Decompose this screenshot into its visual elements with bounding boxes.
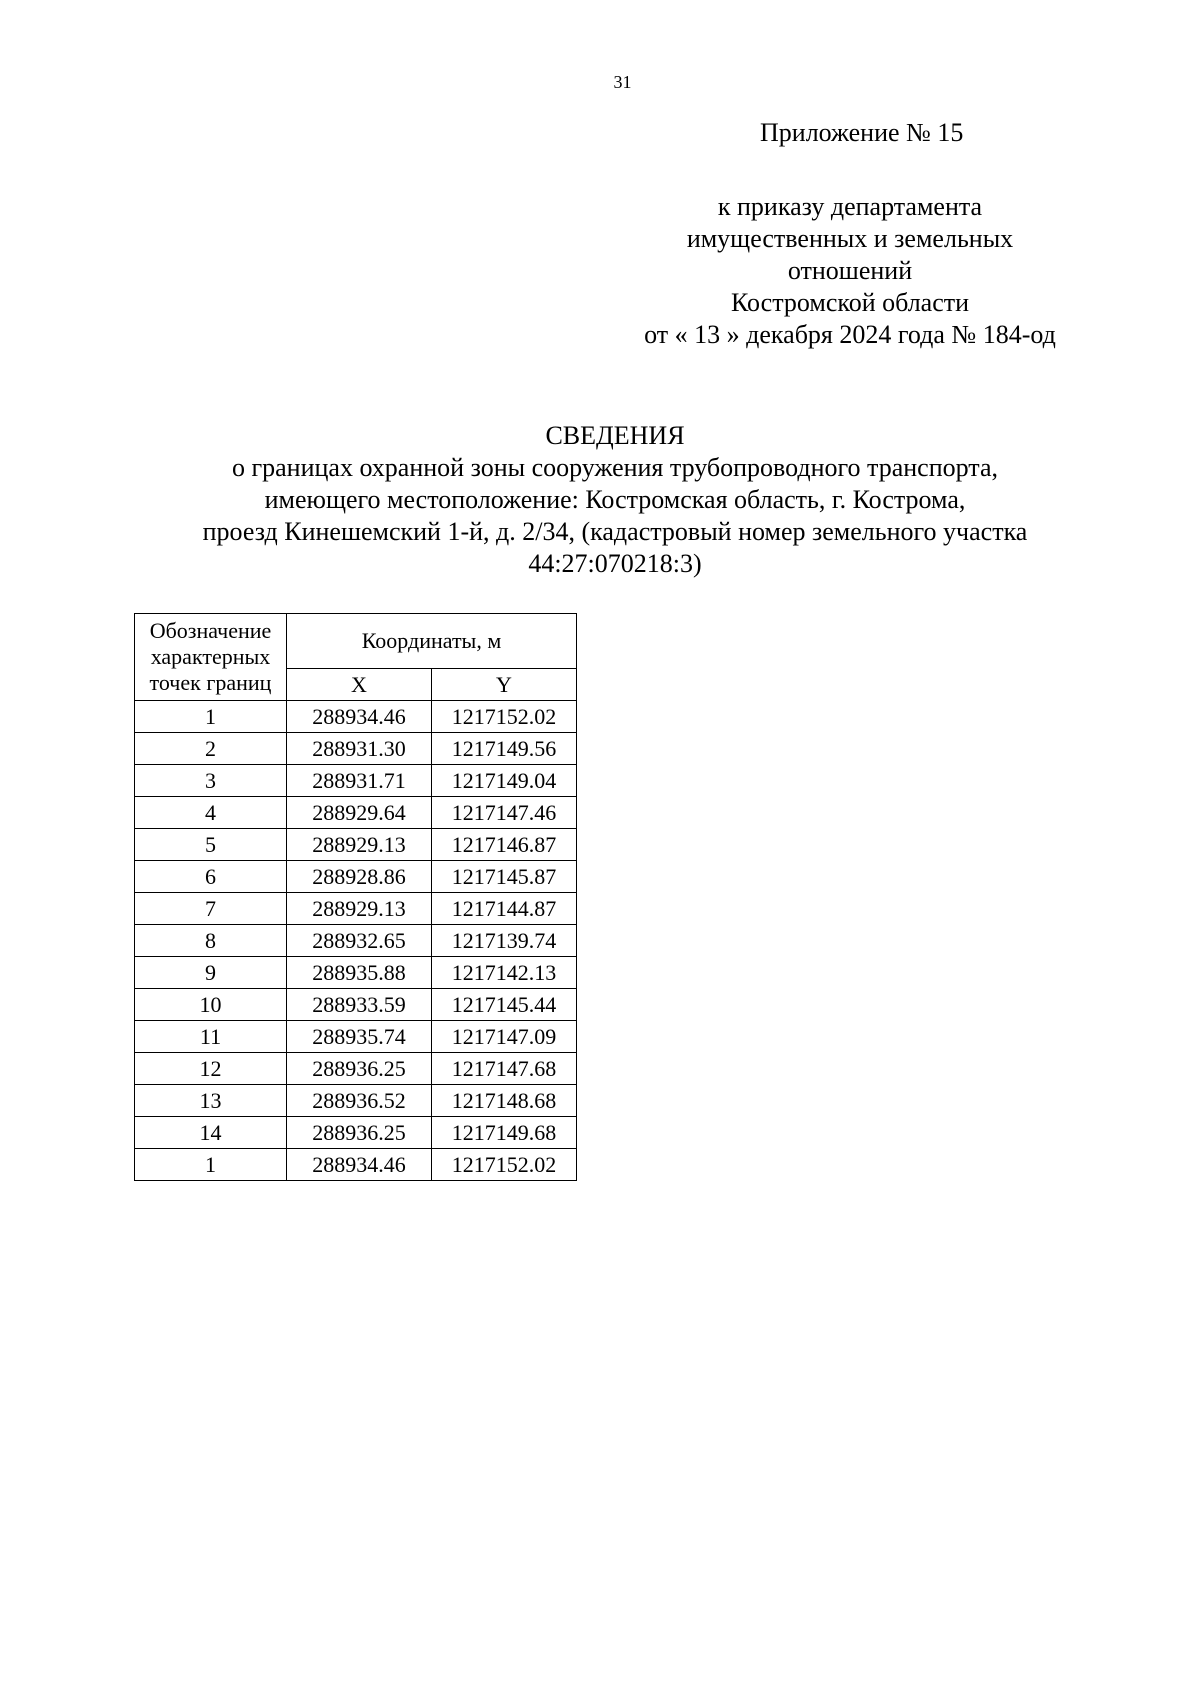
order-ref-line: отношений <box>787 256 913 285</box>
table-row <box>135 829 577 861</box>
point-cell: 1 <box>135 1149 287 1181</box>
table-row <box>135 861 577 893</box>
x-coordinate-cell: 288936.52 <box>287 1085 432 1117</box>
document-title: СВЕДЕНИЯ <box>545 421 685 450</box>
coordinates-table <box>134 613 577 1181</box>
table-row <box>135 733 577 765</box>
y-coordinate-cell: 1217149.68 <box>432 1117 577 1149</box>
table-row <box>135 765 577 797</box>
point-cell: 9 <box>135 957 287 989</box>
y-coordinate-cell: 1217149.04 <box>432 765 577 797</box>
heading-line: проезд Кинешемский 1-й, д. 2/34, (кадастровый номер земельного участка <box>202 517 1028 546</box>
y-coordinate-cell: 1217148.68 <box>432 1085 577 1117</box>
y-header: Y <box>432 669 577 701</box>
point-cell: 14 <box>135 1117 287 1149</box>
table-row <box>135 893 577 925</box>
point-cell: 10 <box>135 989 287 1021</box>
order-reference <box>600 191 1100 351</box>
order-ref-line: имущественных и земельных <box>686 224 1014 253</box>
document-heading <box>100 420 1130 580</box>
x-coordinate-cell: 288935.74 <box>287 1021 432 1053</box>
x-coordinate-cell: 288934.46 <box>287 701 432 733</box>
point-cell: 5 <box>135 829 287 861</box>
point-cell: 2 <box>135 733 287 765</box>
y-coordinate-cell: 1217147.46 <box>432 797 577 829</box>
appendix-title: Приложение № 15 <box>760 118 964 147</box>
point-cell: 1 <box>135 701 287 733</box>
point-cell: 6 <box>135 861 287 893</box>
y-coordinate-cell: 1217147.09 <box>432 1021 577 1053</box>
page-number: 31 <box>613 72 632 92</box>
point-cell: 8 <box>135 925 287 957</box>
y-coordinate-cell: 1217145.44 <box>432 989 577 1021</box>
x-coordinate-cell: 288929.13 <box>287 893 432 925</box>
table-header-row <box>135 614 577 669</box>
table-body <box>135 701 577 1181</box>
y-coordinate-cell: 1217146.87 <box>432 829 577 861</box>
header-line: характерных <box>150 644 271 669</box>
point-cell: 4 <box>135 797 287 829</box>
x-coordinate-cell: 288929.64 <box>287 797 432 829</box>
heading-line: имеющего местоположение: Костромская область, г. Кострома, <box>264 485 966 514</box>
y-coordinate-cell: 1217152.02 <box>432 1149 577 1181</box>
header-line: Обозначение <box>149 618 272 643</box>
x-coordinate-cell: 288931.30 <box>287 733 432 765</box>
x-coordinate-cell: 288932.65 <box>287 925 432 957</box>
x-coordinate-cell: 288933.59 <box>287 989 432 1021</box>
x-coordinate-cell: 288935.88 <box>287 957 432 989</box>
header-line: точек границ <box>149 670 272 695</box>
point-cell: 13 <box>135 1085 287 1117</box>
y-coordinate-cell: 1217142.13 <box>432 957 577 989</box>
table-row <box>135 1117 577 1149</box>
heading-line: 44:27:070218:3) <box>528 549 702 578</box>
table-row <box>135 701 577 733</box>
point-cell: 12 <box>135 1053 287 1085</box>
table-row <box>135 957 577 989</box>
y-coordinate-cell: 1217144.87 <box>432 893 577 925</box>
point-designation-header <box>135 614 287 701</box>
y-coordinate-cell: 1217145.87 <box>432 861 577 893</box>
order-ref-line: от « 13 » декабря 2024 года № 184-од <box>644 320 1056 349</box>
table-row <box>135 925 577 957</box>
heading-line: о границах охранной зоны сооружения трубопроводного транспорта, <box>231 453 999 482</box>
y-coordinate-cell: 1217149.56 <box>432 733 577 765</box>
x-coordinate-cell: 288936.25 <box>287 1053 432 1085</box>
x-coordinate-cell: 288934.46 <box>287 1149 432 1181</box>
table-row <box>135 1021 577 1053</box>
table-row <box>135 1085 577 1117</box>
x-coordinate-cell: 288928.86 <box>287 861 432 893</box>
order-ref-line: Костромской области <box>730 288 970 317</box>
point-cell: 7 <box>135 893 287 925</box>
y-coordinate-cell: 1217147.68 <box>432 1053 577 1085</box>
table-row <box>135 797 577 829</box>
table-row <box>135 1053 577 1085</box>
table-row <box>135 989 577 1021</box>
x-coordinate-cell: 288929.13 <box>287 829 432 861</box>
point-cell: 11 <box>135 1021 287 1053</box>
order-ref-line: к приказу департамента <box>717 192 983 221</box>
point-cell: 3 <box>135 765 287 797</box>
x-coordinate-cell: 288931.71 <box>287 765 432 797</box>
table-row <box>135 1149 577 1181</box>
x-header: X <box>287 669 432 701</box>
y-coordinate-cell: 1217139.74 <box>432 925 577 957</box>
x-coordinate-cell: 288936.25 <box>287 1117 432 1149</box>
y-coordinate-cell: 1217152.02 <box>432 701 577 733</box>
coordinates-header: Координаты, м <box>287 614 577 669</box>
